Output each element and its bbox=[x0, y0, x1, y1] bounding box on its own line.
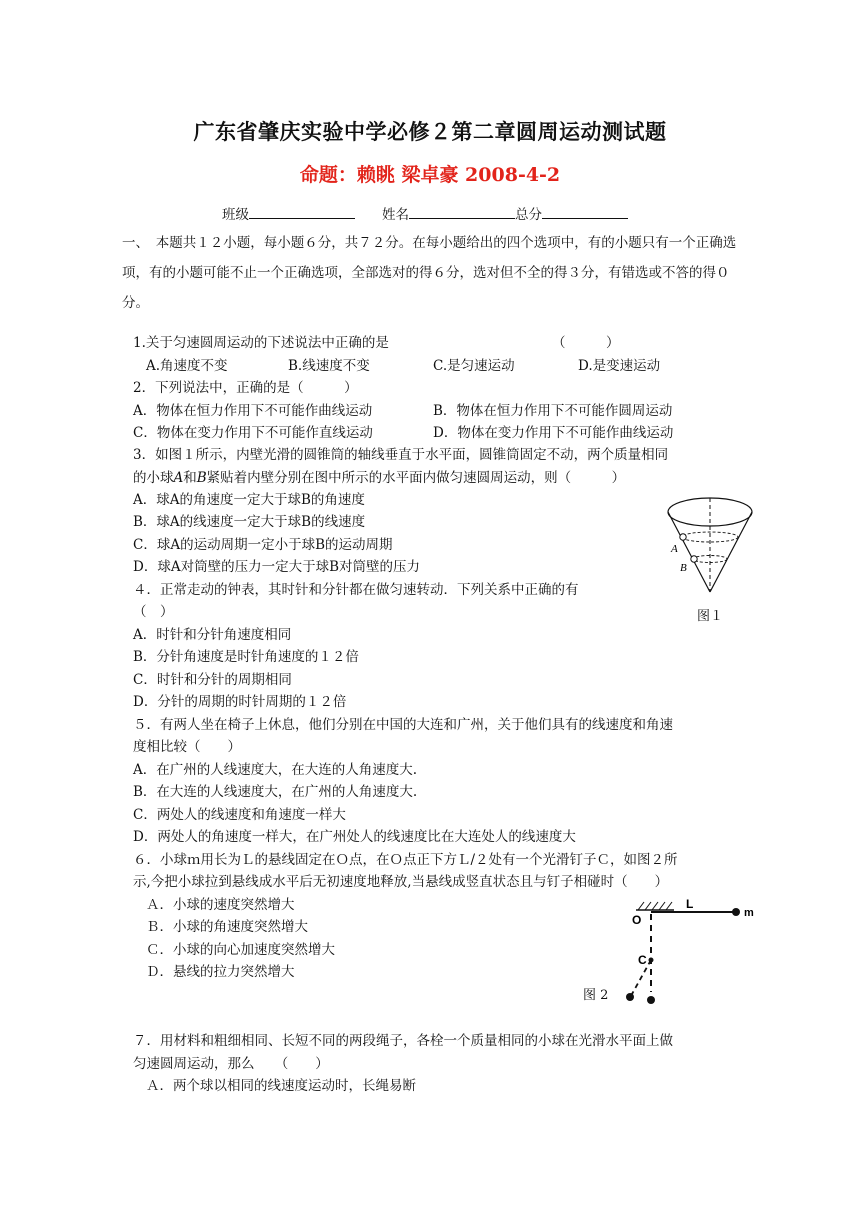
name-field bbox=[382, 204, 628, 224]
q4-bracket: （ ） bbox=[133, 604, 174, 620]
q5-stem-line2: 度相比较（ ） bbox=[133, 739, 241, 755]
label-b: B bbox=[680, 562, 687, 574]
figure-1-caption: 图１ bbox=[697, 609, 724, 624]
q3-option-d: D．球A对筒壁的压力一定大于球B对筒壁的压力 bbox=[133, 559, 420, 575]
ball-b bbox=[691, 556, 697, 562]
ceiling-hatch bbox=[638, 902, 672, 910]
q4-option-a: A．时针和分针角速度相同 bbox=[133, 627, 292, 643]
q1-option-b: B.线速度不变 bbox=[288, 358, 370, 374]
q3-and: 和 bbox=[183, 470, 197, 486]
q4-option-d: D．分针的周期的时针周期的１２倍 bbox=[133, 694, 347, 710]
label-a: A bbox=[671, 543, 678, 555]
q5-option-b: B．在大连的人线速度大，在广州的人角速度大. bbox=[133, 784, 418, 800]
q5-stem-line1: ５．有两人坐在椅子上休息，他们分别在中国的大连和广州，关于他们具有的线速度和角速 bbox=[133, 717, 673, 733]
name-label: 姓名 bbox=[382, 207, 409, 223]
q6-stem-line2: 示,今把小球拉到悬线成水平后无初速度地释放,当悬线成竖直状态且与钉子相碰时（ ） bbox=[133, 874, 669, 890]
q2-option-b: B．物体在恒力作用下不可能作圆周运动 bbox=[433, 403, 673, 419]
q1-option-c: C.是匀速运动 bbox=[433, 358, 515, 374]
q3-stem-start: 的小球 bbox=[133, 470, 174, 486]
score-label: 总分 bbox=[515, 207, 542, 223]
q4-option-b: B．分针角速度是时针角速度的１２倍 bbox=[133, 649, 359, 665]
q3-stem-end: 紧贴着内壁分别在图中所示的水平面内做匀速圆周运动，则（ ） bbox=[206, 470, 626, 486]
class-blank bbox=[249, 204, 355, 219]
q6-option-d: Ｄ．悬线的拉力突然增大 bbox=[146, 964, 295, 980]
section-intro: 一、 本题共１２小题，每小题６分，共７２分。在每小题给出的四个选项中，有的小题只有一个正确选项，有的小题可能不止一个正确选项，全部选对的得６分，选对但不全的得３分，有错选或不答的得０分。 bbox=[122, 235, 737, 311]
q3-option-c: C．球A的运动周期一定小于球B的运动周期 bbox=[133, 537, 393, 553]
q6-stem-line1: ６．小球ｍ用长为Ｌ的悬线固定在Ｏ点，在Ｏ点正下方Ｌ/２处有一个光滑钉子Ｃ，如图２所 bbox=[133, 852, 678, 868]
q5-option-c: C．两处人的线速度和角速度一样大 bbox=[133, 807, 346, 823]
q5-option-d: D．两处人的角速度一样大，在广州处人的线速度比在大连处人的线速度大 bbox=[133, 829, 576, 845]
q3-stem-line2 bbox=[133, 469, 625, 487]
figure-1-cone bbox=[660, 486, 760, 600]
page-title: 广东省肇庆实验中学必修２第二章圆周运动测试题 bbox=[193, 119, 667, 144]
q2-option-a: A．物体在恒力作用下不可能作曲线运动 bbox=[133, 403, 373, 419]
q6-option-b: Ｂ．小球的角速度突然增大 bbox=[146, 919, 308, 935]
label-o: O bbox=[632, 913, 642, 927]
figure-2-caption: 图 2 bbox=[583, 988, 609, 1003]
ball-b-symbol: B bbox=[196, 470, 207, 486]
q2-stem: 2．下列说法中，正确的是（ ） bbox=[133, 380, 358, 396]
label-m: m bbox=[744, 907, 754, 919]
ball-swung bbox=[626, 993, 634, 1001]
ball-bottom bbox=[647, 996, 655, 1004]
class-field bbox=[222, 204, 355, 224]
q7-option-a: Ａ．两个球以相同的线速度运动时，长绳易断 bbox=[146, 1078, 416, 1094]
label-c: C bbox=[638, 953, 647, 967]
q2-option-d: D．物体在变力作用下不可能作曲线运动 bbox=[433, 425, 674, 441]
q3-option-a: A．球A的角速度一定大于球B的角速度 bbox=[133, 492, 365, 508]
q1-stem: 1.关于匀速圆周运动的下述说法中正确的是 bbox=[133, 335, 389, 351]
q7-stem-line1: ７．用材料和粗细相同、长短不同的两段绳子，各栓一个质量相同的小球在光滑水平面上做 bbox=[133, 1033, 673, 1049]
q2-option-c: C．物体在变力作用下不可能作直线运动 bbox=[133, 425, 373, 441]
q7-stem-line2: 匀速圆周运动，那么 （ ） bbox=[133, 1056, 329, 1072]
q5-option-a: A．在广州的人线速度大，在大连的人角速度大. bbox=[133, 762, 418, 778]
class-label: 班级 bbox=[222, 207, 249, 223]
author-line: 命题：赖眺 梁卓豪 2008-4-2 bbox=[299, 164, 561, 186]
q6-option-a: Ａ．小球的速度突然增大 bbox=[146, 897, 295, 913]
q1-bracket: （ ） bbox=[552, 335, 620, 351]
q3-stem-line1: 3．如图１所示，内壁光滑的圆锥筒的轴线垂直于水平面，圆锥筒固定不动，两个质量相同 bbox=[133, 447, 669, 463]
q3-option-b: B．球A的线速度一定大于球B的线速度 bbox=[133, 514, 366, 530]
q4-option-c: C．时针和分针的周期相同 bbox=[133, 672, 292, 688]
ball-a-symbol: A bbox=[173, 470, 184, 486]
score-blank bbox=[542, 204, 628, 219]
q6-option-c: Ｃ．小球的向心加速度突然增大 bbox=[146, 942, 335, 958]
figure-2-pendulum bbox=[620, 896, 760, 1008]
q4-stem: ４．正常走动的钟表，其时针和分针都在做匀速转动．下列关系中正确的有 bbox=[133, 582, 579, 598]
label-l: L bbox=[686, 897, 694, 911]
q1-option-d: D.是变速运动 bbox=[578, 358, 661, 374]
ball-a bbox=[680, 534, 686, 540]
name-blank bbox=[409, 204, 515, 219]
q1-option-a: A.角速度不变 bbox=[146, 358, 228, 374]
ball-m bbox=[732, 908, 740, 916]
